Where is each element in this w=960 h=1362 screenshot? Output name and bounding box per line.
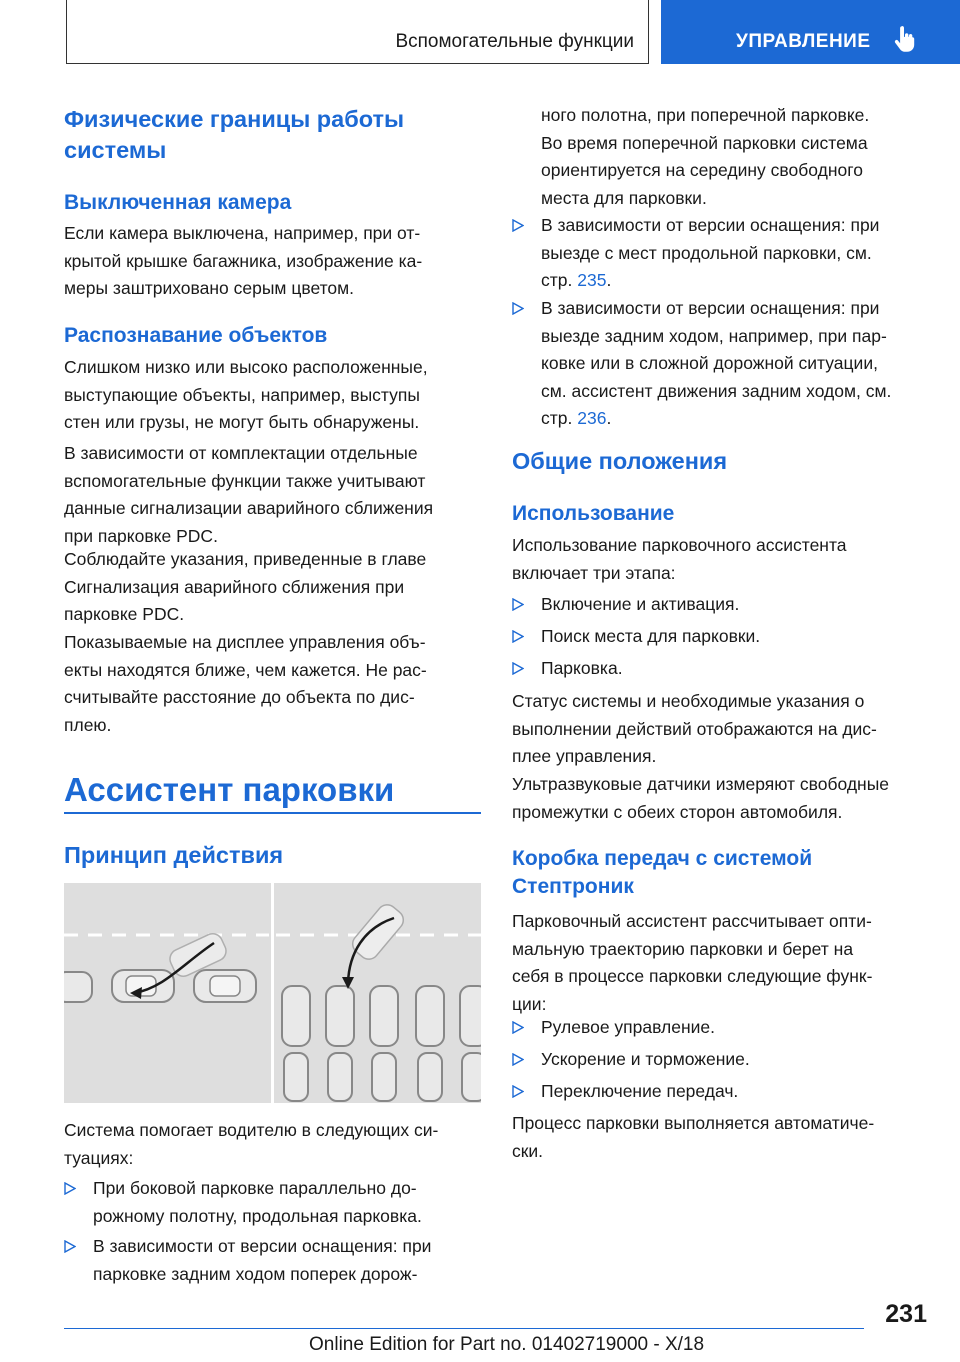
list-item: Ускорение и торможение. (512, 1046, 750, 1074)
paragraph-continued: ного полотна, при поперечной парковке. Во время поперечной парковки система ориентируется на середину свободного места для парковки. (541, 105, 870, 208)
paragraph-gearbox: Парковочный ассистент рассчитывает опти- мальную траекторию парковки и берет на себя в процессе парковки следующие функ- ции: (512, 911, 873, 1014)
page-reference-link[interactable]: 235 (577, 270, 607, 290)
heading-line: системы (64, 137, 167, 163)
heading-general: Общие положения (512, 448, 728, 474)
triangle-bullet-icon (512, 1053, 524, 1066)
header-section-box (66, 0, 649, 64)
heading-principle: Принцип действия (64, 842, 284, 868)
list-item: Рулевое управление. (512, 1014, 715, 1042)
footer-edition: Online Edition for Part no. 01402719000 - X/18 (309, 1334, 705, 1355)
heading-parking-assistant: Ассистент парковки (64, 771, 395, 808)
heading-camera-off: Выключенная камера (64, 191, 292, 214)
paragraph-system-helps: Система помогает водителю в следующих си- туациях: (64, 1120, 439, 1168)
header-chapter-tab[interactable] (661, 0, 960, 64)
triangle-bullet-icon (64, 1240, 76, 1253)
hand-pointer-icon (893, 24, 917, 54)
heading-physical-limits (64, 104, 404, 166)
heading-line: Физические границы работы (64, 106, 405, 132)
list-item: Парковка. (512, 655, 623, 683)
list-item: В зависимости от версии оснащения: при парковке задним ходом поперек дорож- (64, 1233, 431, 1288)
triangle-bullet-icon (512, 302, 524, 315)
parking-illustration (64, 883, 481, 1103)
page-number: 231 (885, 1300, 927, 1328)
triangle-bullet-icon (64, 1182, 76, 1195)
list-item: В зависимости от версии оснащения: при выезде с мест продольной парковки, см. стр. 235. (512, 212, 879, 295)
paragraph-usage: Использование парковочного ассистента включает три этапа: (512, 535, 847, 583)
header-section-title: Вспомогательные функции (395, 31, 634, 52)
paragraph-final: Процесс парковки выполняется автоматиче- ски. (512, 1113, 875, 1161)
list-item: Переключение передач. (512, 1078, 738, 1106)
list-item: Включение и активация. (512, 591, 739, 619)
paragraph-objects-4: Показываемые на дисплее управления объ- екты находятся ближе, чем кажется. Не рас- считывайте расстояние до объекта по дис- плею. (64, 632, 427, 735)
triangle-bullet-icon (512, 630, 524, 643)
triangle-bullet-icon (512, 1021, 524, 1034)
list-item: Поиск места для парковки. (512, 623, 760, 651)
triangle-bullet-icon (512, 219, 524, 232)
paragraph-status: Статус системы и необходимые указания о выполнении действий отображаются на дис- плее управления. (512, 691, 877, 766)
triangle-bullet-icon (512, 662, 524, 675)
paragraph-objects-1: Слишком низко или высоко расположенные, выступающие объекты, например, выступы стен или грузы, не могут быть обнаружены. (64, 357, 428, 432)
header-chapter-label: УПРАВЛЕНИЕ (736, 31, 871, 52)
paragraph-ultrasonic: Ультразвуковые датчики измеряют свободные промежутки с обеих сторон автомобиля. (512, 774, 890, 822)
list-item: В зависимости от версии оснащения: при выезде задним ходом, например, при пар- ковке или в сложной дорожной ситуации, см. ассистент движения задним ходом, см. стр. 236. (512, 295, 891, 433)
paragraph-camera: Если камера выключена, например, при от- крытой крышке багажника, изображение ка- меры заштриховано серым цветом. (64, 223, 423, 298)
triangle-bullet-icon (512, 1085, 524, 1098)
paragraph-objects-3: Соблюдайте указания, приведенные в главе Сигнализация аварийного сближения при парковке PDC. (64, 549, 427, 624)
parking-diagram-svg (64, 883, 481, 1103)
heading-usage: Использование (512, 502, 675, 525)
footer-rule (64, 1328, 864, 1329)
heading-rule (64, 812, 481, 814)
triangle-bullet-icon (512, 598, 524, 611)
heading-object-detection: Распознавание объектов (64, 324, 328, 347)
heading-gearbox: Коробка передач с системой Стептроник (512, 847, 813, 898)
paragraph-objects-2: В зависимости от комплектации отдельные вспомогательные функции также учитывают данные сигнализации аварийного сближения при парковке PDC. (64, 443, 434, 546)
list-item: При боковой парковке параллельно до- рожному полотну, продольная парковка. (64, 1175, 422, 1230)
page-reference-link[interactable]: 236 (577, 408, 607, 428)
